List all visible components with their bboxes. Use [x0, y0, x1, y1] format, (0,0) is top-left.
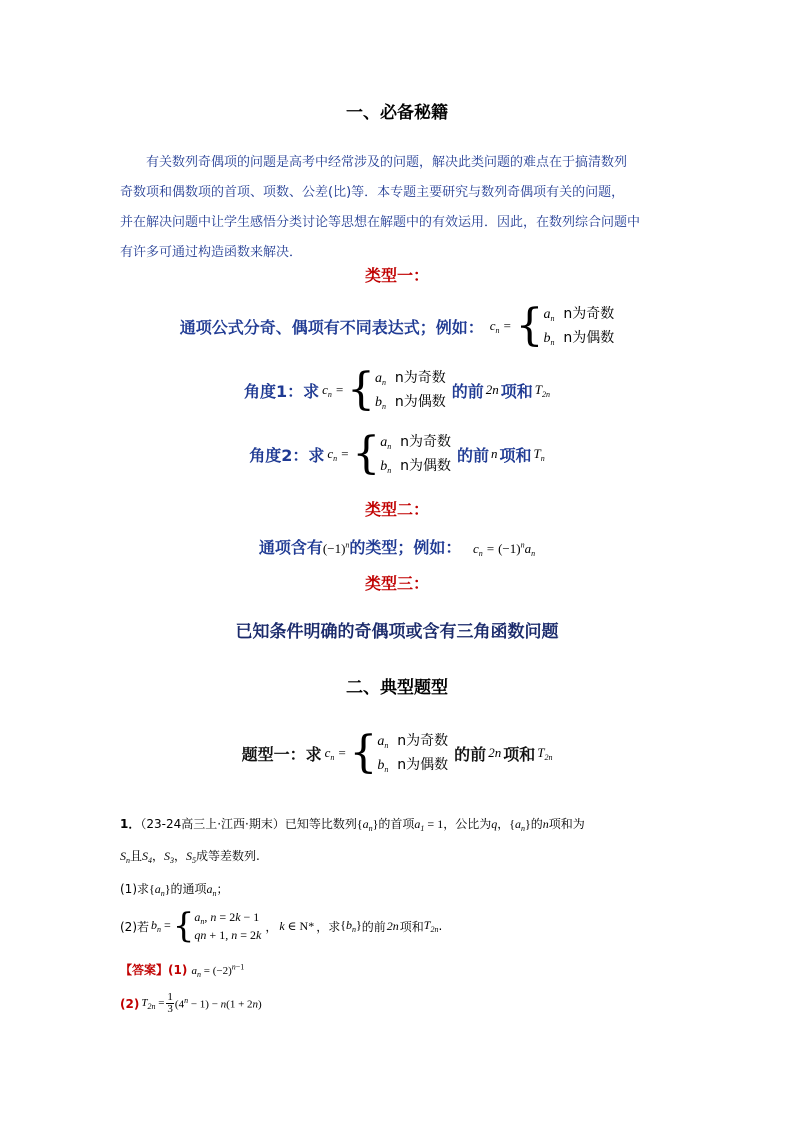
section-title-1: 一、必备秘籍	[346, 103, 448, 123]
intro-line: 有许多可通过构造函数来解决．	[120, 245, 303, 260]
answer-label: 【答案】	[120, 963, 169, 977]
math-neg1-pow-n: $(-1)^n$	[322, 540, 350, 556]
angle2-row	[0, 430, 794, 478]
angle2-suffix-a: 的前	[456, 445, 489, 465]
math-an-set: $\{a_n\}$	[509, 817, 531, 833]
question-source: （23-24高三上·江西·期末）	[140, 817, 285, 831]
case-even: n为偶数	[563, 330, 615, 346]
type2-desc-a: 通项含有	[258, 538, 323, 557]
type3-heading: 类型三：	[364, 574, 429, 593]
intro-line: 奇数项和偶数项的首项、项数、公差(比)等．本专题主要研究与数列奇偶项有关的问题，	[120, 185, 625, 200]
type2-desc-row	[0, 535, 794, 558]
intro-line: 并在解决问题中让学生感悟分类讨论等思想在解题中的有效运用．因此，在数列综合问题中	[120, 215, 641, 230]
fraction-one-third: $\frac{1}{3}$	[167, 991, 173, 1015]
math-2n: 2n	[488, 745, 502, 760]
intro-paragraph	[120, 148, 680, 268]
formula-cn: $c_n$ =	[322, 381, 344, 399]
question1-line2: $S_n$且$S_4$，$S_3$，$S_5$成等差数列.	[120, 849, 260, 865]
answer-part1: 【答案】(1) $a_n = (-2)^{n-1}$	[120, 962, 245, 979]
math-k-in-N: k ∈ N*	[279, 918, 315, 933]
math-S5: $S_5$	[186, 849, 197, 865]
formula-cn: $c_n$ =	[489, 317, 512, 335]
piecewise-cases: $a_n$ n为奇数 $b_n$ n为偶数	[380, 434, 451, 475]
left-brace: {	[515, 300, 544, 351]
left-brace: {	[346, 364, 375, 415]
math-T2n: $T_{2n}$ =	[141, 996, 165, 1011]
problem-type1-label: 题型一：求	[241, 744, 322, 764]
type1-heading: 类型一：	[364, 266, 429, 285]
angle1-suffix-a: 的前	[451, 381, 484, 401]
formula-cn: $c_n$ =	[327, 445, 350, 463]
left-brace: {	[172, 906, 195, 946]
angle2-label: 角度2：求	[249, 445, 325, 465]
type2-heading: 类型二：	[364, 500, 429, 519]
math-an-formula: $a_n = (-2)^{n-1}$	[191, 962, 245, 979]
math-T2n-formula: $(4^n - 1) - n(1 + 2n)$	[174, 996, 262, 1011]
math-q: q	[491, 817, 498, 831]
left-brace: {	[352, 428, 381, 479]
piecewise-cases: $a_n$ n为奇数 $b_n$ n为偶数	[543, 306, 615, 347]
math-T2n: $T_{2n}$	[423, 918, 439, 934]
question1-part1: (1)求$\{a_n\}$的通项$a_n$；	[120, 882, 229, 898]
math-2n: 2n	[485, 382, 499, 397]
formula-example: $c_n = (-1)^na_n$	[473, 540, 536, 558]
math-a1: $a_1 = 1$	[414, 817, 444, 833]
math-an-set: $\{a_n\}$	[356, 817, 379, 833]
formula-cn: $c_n$ =	[324, 744, 347, 762]
question1-part2: (2)若 $b_n$ = { $a_n$, n = 2k − 1 qn + 1, n = 2k ， k ∈ N* ，求 $\{b_n\}$ 的前 2n 项和 $T_{2n}$ .	[120, 906, 443, 946]
math-Sn: $S_n$	[120, 849, 130, 865]
math-bn: $b_n$ =	[151, 918, 171, 934]
left-brace: {	[349, 727, 378, 778]
intro-line: 有关数列奇偶项的问题是高考中经常涉及的问题，解决此类问题的难点在于搞清数列	[146, 155, 628, 170]
case-odd: n为奇数	[563, 306, 615, 322]
question1-line1: 1．（23-24高三上·江西·期末）已知等比数列$\{a_n\}$的首项$a_1 = 1$，公比为q，$\{a_n\}$的n项和为	[120, 817, 585, 833]
problem-type1-row	[0, 729, 794, 777]
math-n: n	[542, 817, 549, 831]
math-T2n: $T_{2n}$	[534, 381, 550, 399]
type3-desc: 已知条件明确的奇偶项或含有三角函数问题	[235, 622, 559, 642]
piecewise-cases: $a_n$ n为奇数 $b_n$ n为偶数	[377, 733, 449, 774]
type1-desc: 通项公式分奇、偶项有不同表达式；例如：	[179, 317, 484, 337]
math-Tn: $T_n$	[533, 445, 545, 463]
section-title-2: 二、典型题型	[346, 678, 448, 698]
angle1-suffix-b: 项和	[500, 381, 533, 401]
math-T2n: $T_{2n}$	[537, 744, 553, 762]
math-an-set: $\{a_n\}$	[149, 882, 171, 898]
math-S3: $S_3$	[164, 849, 175, 865]
math-S4: $S_4$	[142, 849, 153, 865]
math-an: $a_n$	[206, 882, 217, 898]
angle1-row	[0, 366, 794, 414]
angle2-suffix-b: 项和	[499, 445, 532, 465]
type2-desc-b: 的类型；例如：	[349, 538, 462, 557]
question-number: 1．	[120, 817, 141, 831]
math-n: n	[491, 446, 498, 461]
math-2n: 2n	[386, 918, 399, 933]
piecewise-cases: $a_n$ n为奇数 $b_n$ n为偶数	[374, 370, 446, 411]
angle1-label: 角度1：求	[244, 381, 320, 401]
answer-part2: (2) $T_{2n}$ = $\frac{1}{3}$ $(4^n - 1) - n(1 + 2n)$	[120, 991, 262, 1015]
type1-desc-row	[0, 302, 794, 350]
problem-suffix-a: 的前	[454, 744, 487, 764]
math-bn-set: $\{b_n\}$	[340, 918, 362, 934]
problem-suffix-b: 项和	[503, 744, 536, 764]
piecewise-cases: $a_n$, n = 2k − 1 qn + 1, n = 2k	[194, 910, 262, 942]
